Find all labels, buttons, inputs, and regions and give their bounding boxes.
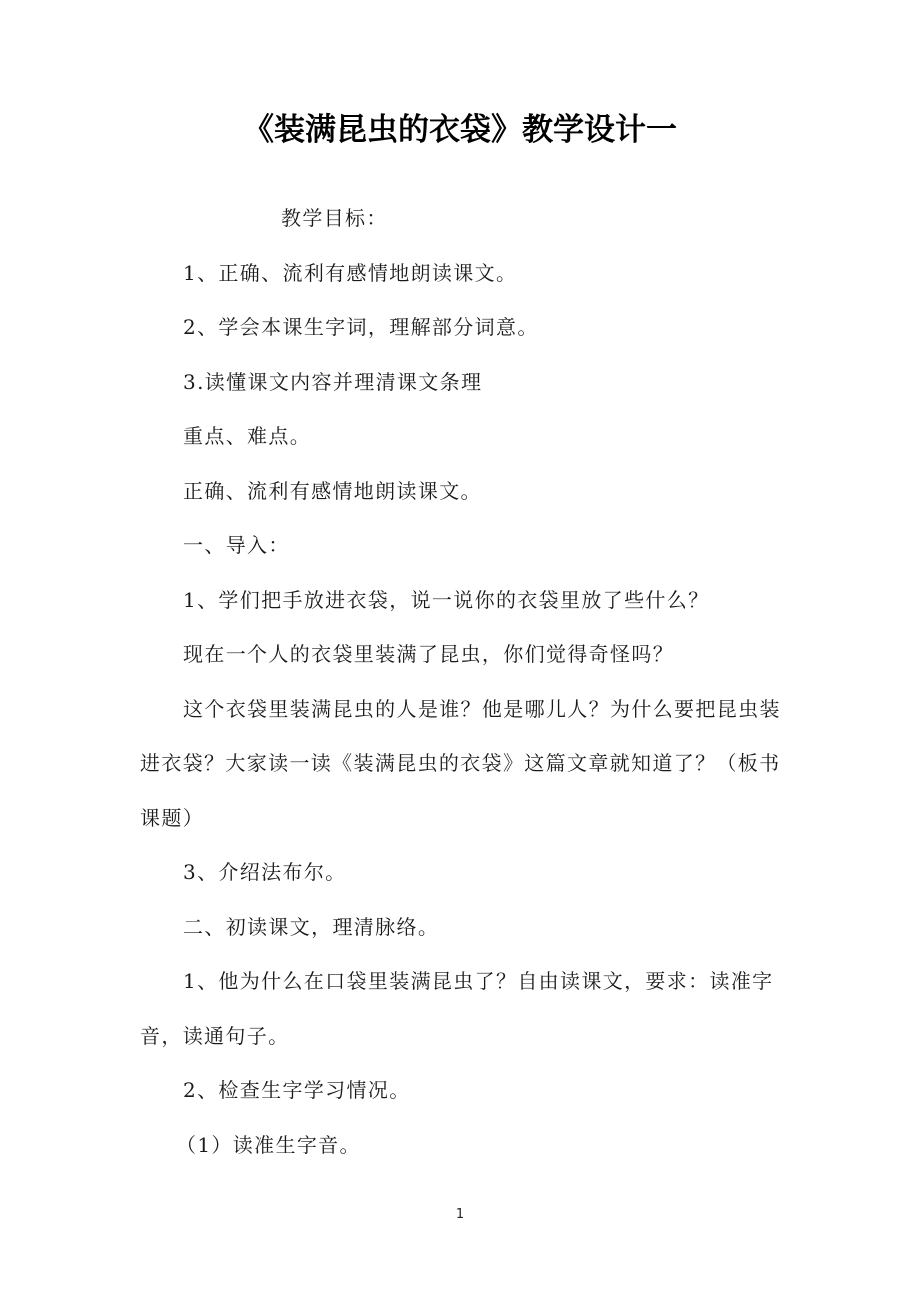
- page-number: 1: [455, 1207, 465, 1222]
- paragraph-goal-2: 2、学会本课生字词，理解部分词意。: [183, 315, 539, 339]
- paragraph-key-points-heading: 重点、难点。: [183, 424, 312, 448]
- paragraph-intro-question: 现在一个人的衣袋里装满了昆虫，你们觉得奇怪吗？: [183, 642, 675, 666]
- paragraph-goal-1: 1、正确、流利有感情地朗读课文。: [183, 260, 518, 285]
- paragraph-goal-3: 3.读懂课文内容并理清课文条理: [183, 369, 483, 394]
- paragraph-reading-2: 2、检查生字学习情况。: [183, 1078, 411, 1102]
- paragraph-key-points: 正确、流利有感情地朗读课文。: [183, 478, 482, 503]
- document-body: [140, 191, 783, 1172]
- paragraph-intro-1: 1、学们把手放进衣袋，说一说你的衣袋里放了些什么？: [183, 587, 710, 612]
- paragraph-teaching-goals-heading: 教学目标：: [281, 206, 388, 230]
- paragraph-intro-who: 这个衣袋里装满昆虫的人是谁？他是哪儿人？为什么要把昆虫装进衣袋？大家读一读《装满昆虫的衣袋》这篇文章就知道了？（板书课题）: [140, 696, 781, 830]
- paragraph-reading-2-1: （1）读准生字音。: [176, 1132, 361, 1157]
- document-title: 《装满昆虫的衣袋》教学设计一: [243, 112, 677, 148]
- paragraph-section-1-heading: 一、导入：: [183, 533, 290, 557]
- paragraph-section-2-heading: 二、初读课文，理清脉络。: [183, 914, 440, 939]
- paragraph-reading-1: 1、他为什么在口袋里装满昆虫了？自由读课文，要求：读准字音，读通句子。: [140, 969, 774, 1048]
- paragraph-intro-3: 3、介绍法布尔。: [183, 860, 347, 884]
